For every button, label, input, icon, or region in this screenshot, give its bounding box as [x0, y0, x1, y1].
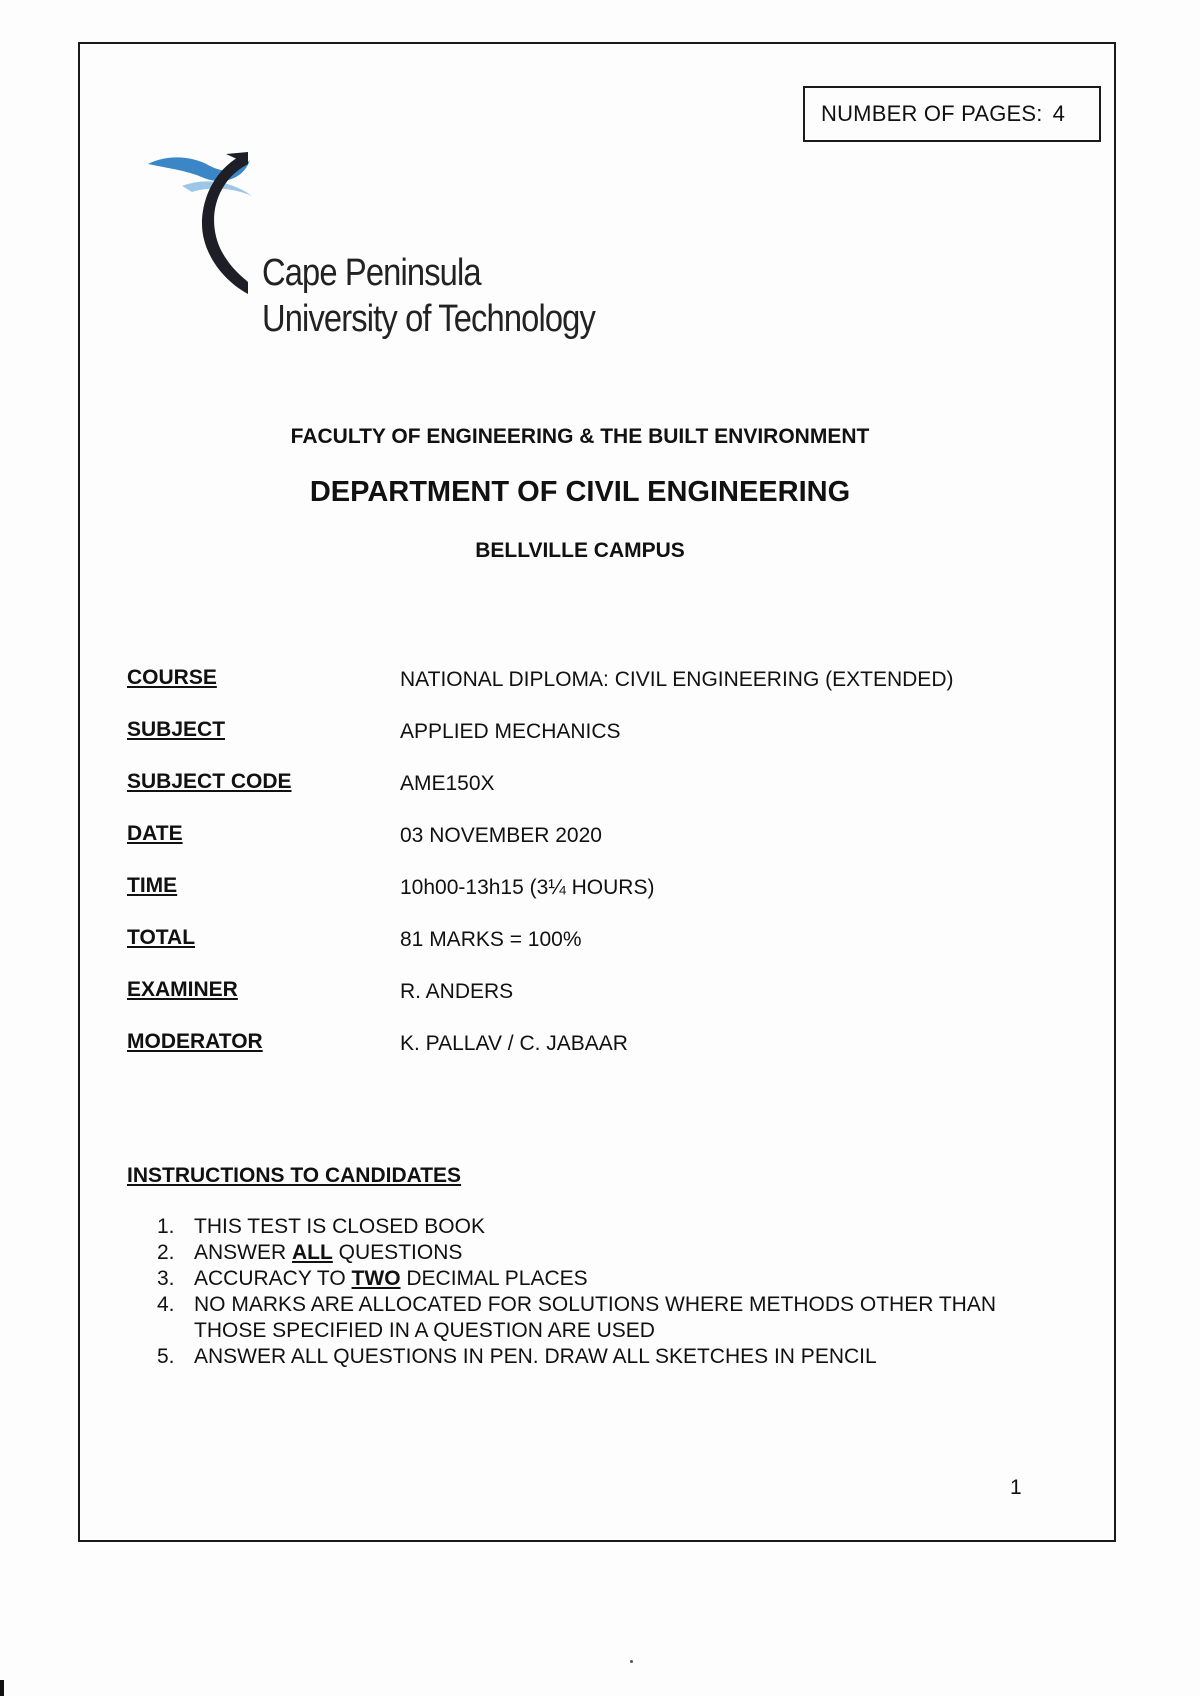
instructions-list — [157, 1214, 1037, 1370]
detail-value: AME150X — [400, 772, 495, 795]
detail-label: COURSE — [127, 666, 217, 689]
instruction-text: NO MARKS ARE ALLOCATED FOR SOLUTIONS WHERE METHODS OTHER THAN THOSE SPECIFIED IN A QUESTION ARE USED — [194, 1293, 996, 1342]
instruction-item — [157, 1344, 1037, 1370]
instruction-number: 2. — [157, 1241, 175, 1264]
faculty-title: FACULTY OF ENGINEERING & THE BUILT ENVIRONMENT — [290, 425, 870, 448]
campus-title: BELLVILLE CAMPUS — [475, 539, 685, 562]
instruction-number: 5. — [157, 1345, 175, 1368]
instructions-title: INSTRUCTIONS TO CANDIDATES — [127, 1164, 462, 1187]
instruction-text-end: DECIMAL PLACES — [400, 1267, 588, 1290]
department-title: DEPARTMENT OF CIVIL ENGINEERING — [309, 476, 851, 508]
scan-speck — [630, 1660, 633, 1663]
detail-value: 10h00-13h15 (3¼ HOURS) — [400, 876, 655, 899]
university-name-line2: University of Technology — [262, 298, 595, 340]
instruction-number: 4. — [157, 1293, 175, 1316]
university-name — [262, 250, 595, 342]
number-of-pages-box — [803, 86, 1101, 142]
university-logo — [148, 152, 618, 352]
instruction-text: THIS TEST IS CLOSED BOOK — [194, 1215, 485, 1238]
page-number: 1 — [1010, 1476, 1022, 1499]
instruction-emphasis: ALL — [292, 1241, 333, 1264]
instruction-number: 1. — [157, 1215, 175, 1238]
detail-value: NATIONAL DIPLOMA: CIVIL ENGINEERING (EXTENDED) — [400, 668, 954, 691]
detail-value: K. PALLAV / C. JABAAR — [400, 1032, 628, 1055]
detail-value: APPLIED MECHANICS — [400, 720, 621, 743]
instruction-item — [157, 1292, 1037, 1344]
pages-count: 4 — [1052, 101, 1066, 126]
instruction-text-end: QUESTIONS — [332, 1241, 463, 1264]
detail-label: MODERATOR — [127, 1030, 263, 1053]
detail-value: 03 NOVEMBER 2020 — [400, 824, 602, 847]
university-name-line1: Cape Peninsula — [262, 252, 481, 294]
instruction-emphasis: TWO — [351, 1267, 401, 1290]
detail-label: EXAMINER — [127, 978, 238, 1001]
instruction-item — [157, 1214, 1037, 1240]
instruction-item — [157, 1266, 1037, 1292]
detail-value: R. ANDERS — [400, 980, 514, 1003]
instruction-item — [157, 1240, 1037, 1266]
detail-label: TIME — [127, 874, 178, 897]
scan-edge-mark — [0, 1680, 4, 1696]
instruction-text: ANSWER — [194, 1241, 293, 1264]
detail-label: DATE — [127, 822, 183, 845]
detail-label: SUBJECT — [127, 718, 226, 741]
pages-label: NUMBER OF PAGES: — [821, 101, 1043, 126]
detail-label: TOTAL — [127, 926, 196, 949]
detail-value: 81 MARKS = 100% — [400, 928, 582, 951]
instruction-text: ANSWER ALL QUESTIONS IN PEN. DRAW ALL SKETCHES IN PENCIL — [194, 1345, 877, 1368]
instruction-number: 3. — [157, 1267, 175, 1290]
detail-label: SUBJECT CODE — [127, 770, 292, 793]
instruction-text: ACCURACY TO — [194, 1267, 352, 1290]
